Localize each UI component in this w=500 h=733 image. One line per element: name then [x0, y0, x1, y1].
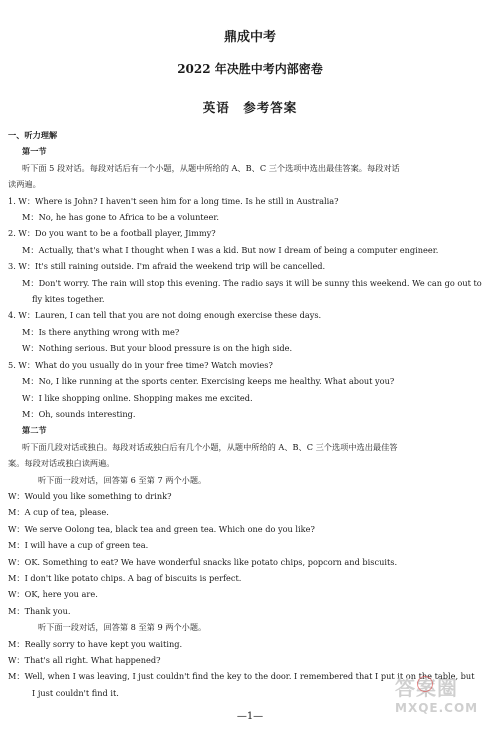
dialog-line: W：We serve Oolong tea, black tea and green tea. Which one do you like?: [8, 523, 315, 534]
part-title: 第一节: [22, 146, 47, 157]
dialog-line: M：Is there anything wrong with me?: [22, 326, 180, 337]
dialog-line: M：I don't like potato chips. A bag of biscuits is perfect.: [8, 572, 242, 583]
document-body: [8, 127, 494, 701]
dialog-intro: 听下面一段对话，回答第 6 至第 7 两个小题。: [38, 474, 207, 485]
answer-key-title: 英语 参考答案: [202, 100, 298, 115]
dialog-line: M：A cup of tea, please.: [8, 507, 109, 518]
dialog-line: M：Really sorry to have kept you waiting.: [8, 638, 183, 649]
instruction-line: 听下面 5 段对话。每段对话后有一个小题，从题中所给的 A、B、C 三个选项中选出最佳答案。每段对话: [22, 162, 400, 173]
instruction-line: 听下面几段对话或独白。每段对话或独白后有几个小题，从题中所给的 A、B、C 三个选项中选出最佳答: [22, 441, 398, 452]
page-number: —1—: [236, 711, 264, 722]
dialog-line: M：Actually, that's what I thought when I was a kid. But now I dream of being a computer engineer.: [22, 244, 439, 255]
section-title: 一、听力理解: [8, 130, 58, 140]
dialog-line: M：I will have a cup of green tea.: [8, 540, 149, 551]
dialog-line: M：Don't worry. The rain will stop this evening. The radio says it will be sunny this weekend. We can go out to: [22, 277, 482, 288]
dialog-line: 5. W：What do you usually do in your free time? Watch movies?: [8, 359, 273, 370]
instruction-line: 案。每段对话或独白读两遍。: [8, 458, 115, 469]
dialog-line: W：OK, here you are.: [8, 589, 98, 600]
dialog-line: fly kites together.: [32, 294, 105, 305]
dialog-line: W：Would you like something to drink?: [8, 490, 172, 501]
exam-title: 2022 年决胜中考内部密卷: [177, 62, 323, 76]
dialog-line: M：Oh, sounds interesting.: [22, 408, 136, 419]
watermark-logo-text: 答案圈: [395, 676, 458, 700]
dialog-line: M：Thank you.: [8, 605, 71, 616]
watermark-logo: [395, 672, 495, 722]
part-title: 第二节: [22, 425, 47, 436]
school-name: 鼎成中考: [223, 30, 276, 45]
dialog-line: W：That's all right. What happened?: [8, 655, 161, 665]
dialog-line: W：OK. Something to eat? We have wonderful snacks like potato chips, popcorn and biscuits.: [8, 556, 398, 567]
dialog-line: 2. W：Do you want to be a football player, Jimmy?: [8, 228, 216, 239]
watermark-url: MXQE.COM: [395, 701, 479, 715]
dialog-line: M：No, I like running at the sports center. Exercising keeps me healthy. What about you?: [22, 376, 395, 387]
dialog-line: M：Well, when I was leaving, I just couldn't find the key to the door. I remembered that I put it on the table, but: [8, 671, 475, 682]
dialog-line: W：Nothing serious. But your blood pressure is on the high side.: [22, 343, 293, 354]
instruction-line: 读两遍。: [8, 179, 41, 190]
dialog-line: 4. W：Lauren, I can tell that you are not doing enough exercise these days.: [8, 310, 322, 321]
dialog-line: I just couldn't find it.: [32, 687, 119, 698]
dialog-line: W：I like shopping online. Shopping makes me excited.: [22, 392, 253, 403]
dialog-intro: 听下面一段对话，回答第 8 至第 9 两个小题。: [38, 622, 207, 633]
dialog-line: M：No, he has gone to Africa to be a volunteer.: [22, 212, 219, 223]
seal-icon: [417, 676, 433, 692]
dialog-line: 1. W：Where is John? I haven't seen him for a long time. Is he still in Australia?: [8, 195, 339, 206]
dialog-line: 3. W：It's still raining outside. I'm afraid the weekend trip will be cancelled.: [8, 261, 326, 272]
